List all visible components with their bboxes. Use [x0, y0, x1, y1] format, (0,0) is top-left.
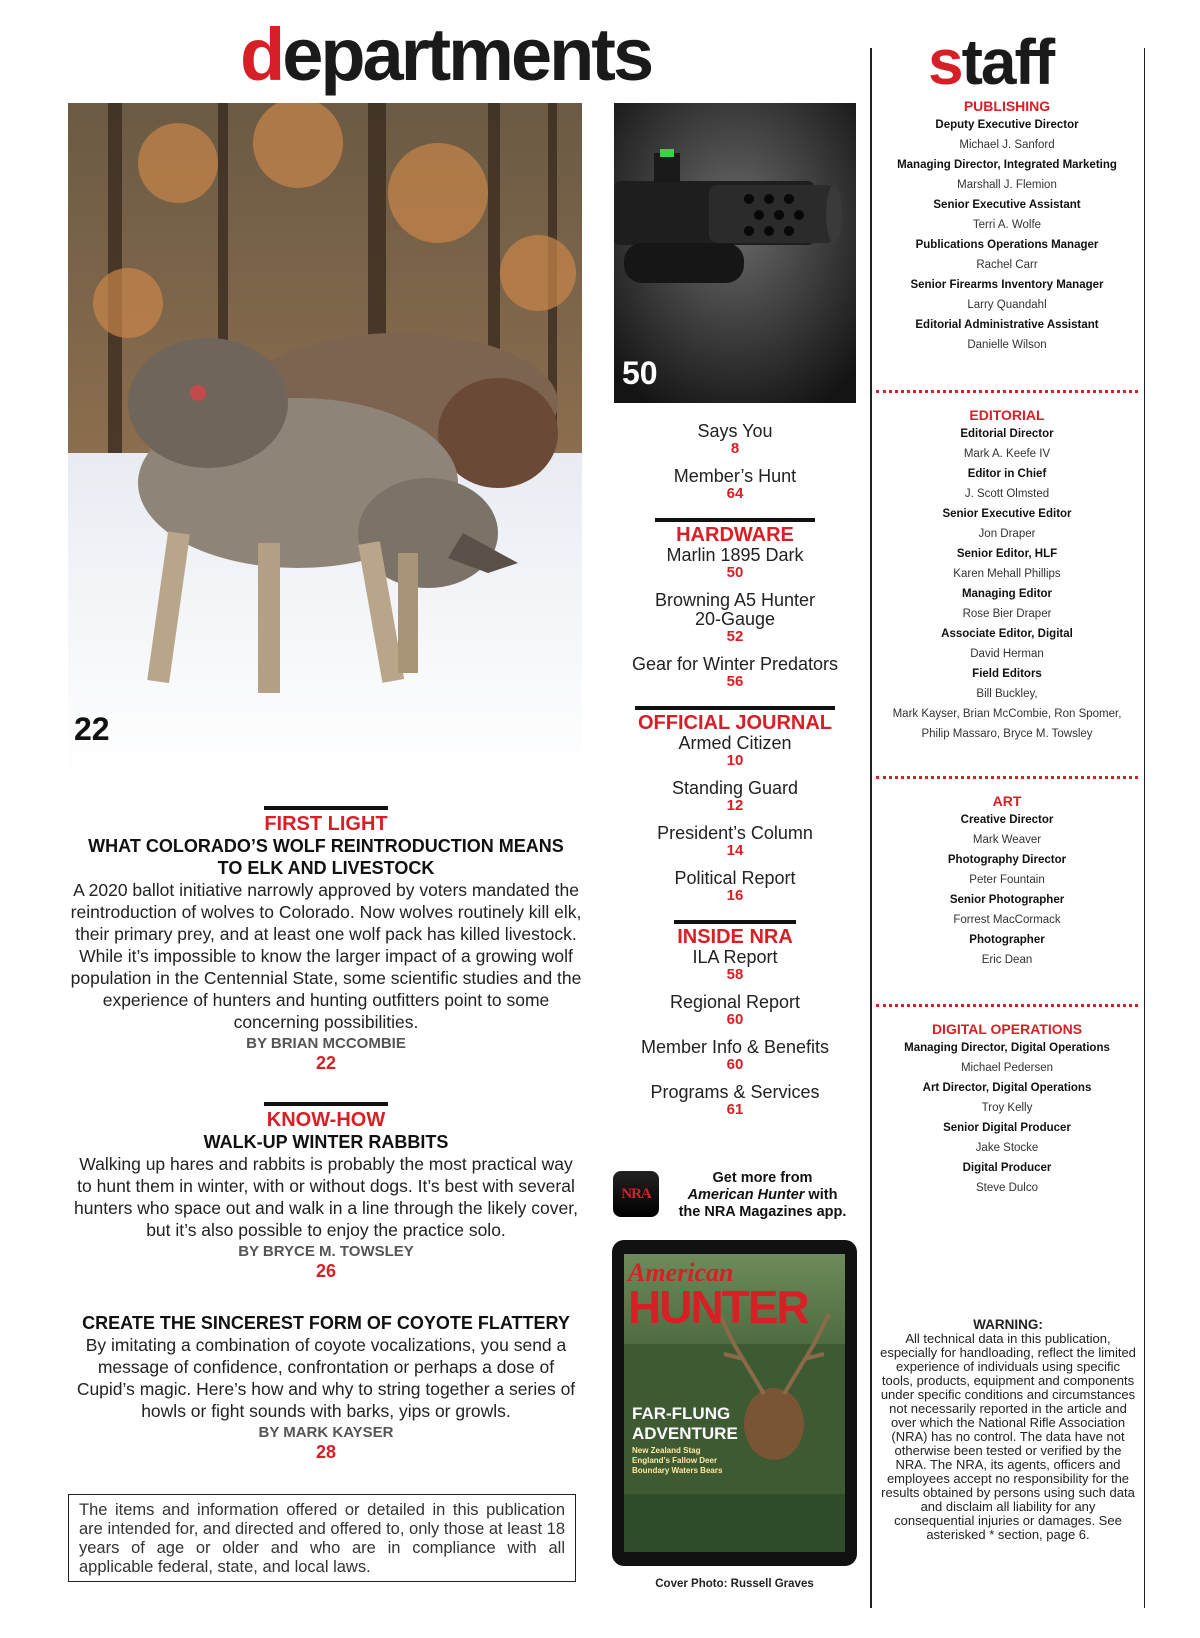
toc-item-page: 12	[726, 797, 744, 814]
toc-item[interactable]	[620, 734, 850, 769]
toc-item-title: Gear for Winter Predators	[631, 654, 839, 674]
toc-item-title: Regional Report	[669, 992, 801, 1012]
table-of-contents	[620, 422, 850, 1128]
toc-item-page: 56	[726, 673, 744, 690]
staff-name: Bill Buckley,	[976, 688, 1038, 700]
feature-headline: WHAT COLORADO’S WOLF REINTRODUCTION MEANS TO ELK AND LIVESTOCK	[88, 836, 564, 878]
staff-name: Forrest MacCormack	[953, 914, 1061, 926]
feature-first-light[interactable]	[70, 806, 582, 1073]
section-bar	[264, 806, 388, 810]
toc-item-page: 60	[726, 1056, 744, 1073]
app-icon-text: NRA	[621, 1185, 651, 1202]
wolf-photo-page-number: 22	[74, 711, 110, 747]
staff-name: Michael Pedersen	[960, 1062, 1054, 1074]
staff-art	[876, 792, 1138, 970]
staff-role: Senior Firearms Inventory Manager	[910, 279, 1104, 291]
toc-item[interactable]	[620, 779, 850, 814]
feature-page: 26	[315, 1261, 337, 1281]
feature-coyote[interactable]	[70, 1312, 582, 1462]
toc-item[interactable]	[620, 869, 850, 904]
staff-name: J. Scott Olmsted	[964, 488, 1050, 500]
staff-header-rest: taff	[961, 26, 1054, 98]
toc-item-page: 58	[726, 966, 744, 983]
app-promo-text	[665, 1170, 860, 1221]
toc-item[interactable]	[620, 591, 850, 645]
feature-body: By imitating a combination of coyote vocalizations, you send a message of confidence, confrontation or perhaps a dose of Cupid’s magic. Here’s how and why to string together a series of howls or fight sounds with barks, yips or growls.	[76, 1335, 576, 1421]
dotted-separator	[876, 1004, 1138, 1007]
warning-title: WARNING:	[973, 1317, 1043, 1332]
staff-header	[928, 26, 1088, 98]
feature-page: 28	[315, 1442, 337, 1462]
toc-item-title: Political Report	[674, 868, 796, 888]
staff-name: Mark A. Keefe IV	[963, 448, 1051, 460]
staff-dept-heading: ART	[992, 793, 1022, 809]
app-promo-line3: the NRA Magazines app.	[678, 1204, 847, 1220]
toc-item-title: ILA Report	[692, 947, 778, 967]
staff-role: Field Editors	[972, 668, 1042, 680]
section-bar	[635, 706, 835, 710]
toc-item-page: 64	[726, 485, 744, 502]
toc-item-title: Armed Citizen	[678, 733, 792, 753]
staff-role: Digital Producer	[962, 1162, 1052, 1174]
staff-name: Eric Dean	[981, 954, 1033, 966]
cover-title-main: HUNTER	[628, 1281, 808, 1333]
dotted-separator	[876, 390, 1138, 393]
section-heading: KNOW-HOW	[266, 1109, 386, 1131]
warning-notice	[880, 1318, 1136, 1542]
cover-title-top: American	[628, 1258, 734, 1287]
staff-role: Senior Executive Editor	[942, 508, 1072, 520]
staff-publishing	[876, 97, 1138, 355]
section-heading: FIRST LIGHT	[264, 813, 388, 835]
feature-byline: BY BRIAN MCCOMBIE	[246, 1035, 406, 1052]
staff-role: Photographer	[969, 934, 1045, 946]
toc-item-title: Marlin 1895 Dark	[666, 545, 804, 565]
feature-know-how[interactable]	[70, 1102, 582, 1281]
toc-item-page: 50	[726, 564, 744, 581]
feature-byline: BY MARK KAYSER	[258, 1424, 394, 1441]
staff-name: Peter Fountain	[969, 874, 1045, 886]
staff-name: Terri A. Wolfe	[972, 219, 1042, 231]
staff-name: Mark Kayser, Brian McCombie, Ron Spomer,	[892, 708, 1122, 720]
feature-body: Walking up hares and rabbits is probably the most practical way to hunt them in winter, with or without dogs. It’s best with several hunters who space out and walk in a line through the likely cover, but it’s also possible to enjoy the practice solo.	[74, 1154, 578, 1240]
staff-role: Editorial Administrative Assistant	[915, 319, 1099, 331]
toc-section-hardware	[620, 518, 850, 690]
toc-item[interactable]	[620, 1038, 850, 1073]
feature-headline: WALK-UP WINTER RABBITS	[203, 1132, 449, 1152]
toc-item-page: 61	[726, 1101, 744, 1118]
app-promo-line2: with	[804, 1187, 838, 1203]
departments-header	[240, 13, 680, 96]
cover-photo-credit: Cover Photo: Russell Graves	[655, 1578, 814, 1590]
staff-name: Steve Dulco	[975, 1182, 1038, 1194]
staff-dept-heading: EDITORIAL	[969, 407, 1045, 423]
toc-item-page: 8	[730, 440, 740, 457]
staff-name: Michael J. Sanford	[959, 139, 1055, 151]
toc-section-inside-nra	[620, 920, 850, 1118]
toc-item[interactable]	[620, 546, 850, 581]
staff-dept-heading: DIGITAL OPERATIONS	[931, 1021, 1083, 1037]
toc-item-title: President’s Column	[657, 823, 813, 843]
age-disclaimer-box: The items and information offered or detailed in this publication are intended for, and directed and offered to, only those at least 18 years of age or older and who are in compliance with all applicable federal, state, and local laws.	[68, 1494, 576, 1582]
section-bar	[264, 1102, 388, 1106]
staff-role: Senior Photographer	[949, 894, 1065, 906]
tablet-cover-preview[interactable]	[612, 1240, 857, 1566]
staff-name: Karen Mehall Phillips	[953, 568, 1061, 580]
wolf-illustration	[68, 103, 582, 776]
staff-role: Senior Editor, HLF	[956, 548, 1058, 560]
cover-headline: FAR-FLUNG ADVENTURE	[632, 1404, 738, 1443]
staff-name: Jake Stocke	[975, 1142, 1039, 1154]
staff-role: Associate Editor, Digital	[941, 628, 1073, 640]
staff-role: Senior Executive Assistant	[933, 199, 1081, 211]
toc-item-page: 60	[726, 1011, 744, 1028]
feature-page: 22	[315, 1053, 337, 1073]
staff-role: Senior Digital Producer	[943, 1122, 1071, 1134]
staff-editorial	[876, 406, 1138, 744]
magazine-cover	[624, 1254, 845, 1552]
toc-item-title: Browning A5 Hunter 20-Gauge	[654, 590, 816, 629]
staff-name: Troy Kelly	[981, 1102, 1033, 1114]
staff-role: Editorial Director	[960, 428, 1054, 440]
departments-header-rest: epartments	[282, 13, 652, 96]
app-promo-magazine: American Hunter	[687, 1187, 805, 1203]
section-bar	[655, 518, 815, 522]
section-heading: OFFICIAL JOURNAL	[637, 712, 833, 734]
toc-section-official-journal	[620, 706, 850, 904]
staff-name: Philip Massaro, Bryce M. Towsley	[921, 728, 1093, 740]
feature-byline: BY BRYCE M. TOWSLEY	[238, 1243, 414, 1260]
toc-item-page: 10	[726, 752, 744, 769]
feature-body: A 2020 ballot initiative narrowly approved by voters mandated the reintroduction of wolves to Colorado. Now wolves routinely kill elk, their primary prey, and at least one wolf pack has killed livestock. While it’s impossible to know the larger impact of a growing wolf population in the Centennial State, some scientific studies and the experience of hunters and hunting outfitters point to some concerning possibilities.	[70, 880, 582, 1032]
section-heading: HARDWARE	[676, 524, 794, 546]
gun-photo-page-number: 50	[622, 355, 658, 391]
wolf-photo[interactable]	[68, 103, 582, 776]
section-bar	[674, 920, 796, 924]
staff-role: Managing Director, Digital Operations	[904, 1042, 1110, 1054]
staff-role: Editor in Chief	[967, 468, 1047, 480]
toc-item[interactable]	[620, 824, 850, 859]
staff-name: Rachel Carr	[976, 259, 1038, 271]
staff-role: Managing Director, Integrated Marketing	[897, 159, 1117, 171]
page-edge-line	[1144, 48, 1145, 1608]
toc-item-page: 52	[726, 628, 744, 645]
nra-app-icon[interactable]	[613, 1171, 659, 1217]
toc-item-title: Says You	[697, 421, 773, 441]
section-heading: INSIDE NRA	[677, 926, 793, 948]
staff-role: Creative Director	[960, 814, 1054, 826]
dotted-separator	[876, 776, 1138, 779]
staff-role: Publications Operations Manager	[915, 239, 1099, 251]
toc-item-title: Member’s Hunt	[673, 466, 797, 486]
staff-name: Mark Weaver	[972, 834, 1042, 846]
staff-name: Jon Draper	[978, 528, 1036, 540]
toc-item[interactable]	[620, 467, 850, 502]
feature-headline: CREATE THE SINCEREST FORM OF COYOTE FLATTERY	[82, 1313, 570, 1333]
app-promo-line1: Get more from	[712, 1170, 813, 1186]
staff-name: Danielle Wilson	[967, 339, 1047, 351]
warning-text: All technical data in this publication, especially for handloading, reflect the limited experience of individuals using specific tools, products, equipment and components under specific conditions and circumstances not necessarily reported in the article and over which the National Rifle Association (NRA) has no control. The data have not otherwise been tested or verified by the NRA. The NRA, its agents, officers and employees accept no responsibility for the results obtained by persons using such data and disclaim all liability for any consequential injuries or damages. See asterisked * section, page 6.	[880, 1331, 1136, 1542]
toc-item[interactable]	[620, 422, 850, 457]
staff-role: Managing Editor	[961, 588, 1053, 600]
staff-header-first-letter: s	[928, 26, 962, 98]
toc-item[interactable]	[620, 655, 850, 690]
staff-name: David Herman	[970, 648, 1044, 660]
staff-name: Marshall J. Flemion	[957, 179, 1057, 191]
toc-item-page: 14	[726, 842, 744, 859]
staff-name: Larry Quandahl	[967, 299, 1047, 311]
column-divider	[870, 48, 872, 1608]
staff-role: Photography Director	[947, 854, 1067, 866]
toc-item[interactable]	[620, 948, 850, 983]
departments-header-first-letter: d	[240, 13, 283, 96]
staff-role: Art Director, Digital Operations	[922, 1082, 1092, 1094]
toc-item-title: Programs & Services	[650, 1082, 820, 1102]
muzzle-brake-photo[interactable]	[614, 103, 856, 403]
toc-item[interactable]	[620, 1083, 850, 1118]
staff-name: Rose Bier Draper	[962, 608, 1052, 620]
toc-item[interactable]	[620, 993, 850, 1028]
staff-dept-heading: PUBLISHING	[963, 98, 1051, 114]
staff-role: Deputy Executive Director	[935, 119, 1079, 131]
toc-item-page: 16	[726, 887, 744, 904]
cover-subhead: New Zealand Stag England’s Fallow Deer Boundary Waters Bears	[632, 1446, 723, 1475]
staff-digital-operations	[876, 1020, 1138, 1198]
toc-item-title: Member Info & Benefits	[640, 1037, 830, 1057]
toc-item-title: Standing Guard	[671, 778, 799, 798]
